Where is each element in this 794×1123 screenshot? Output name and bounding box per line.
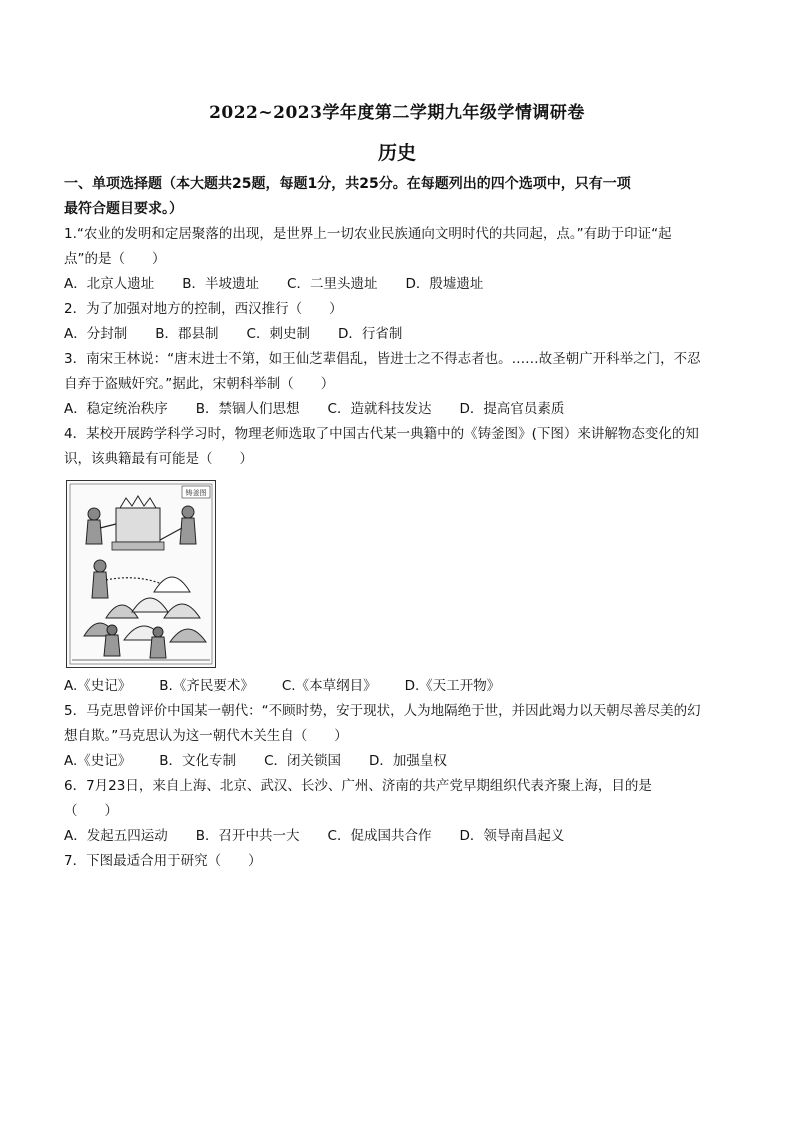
option-c[interactable]: C.《本草纲目》 xyxy=(281,678,377,694)
option-a[interactable]: A.《史记》 xyxy=(64,753,132,769)
option-c[interactable]: C．闭关锁国 xyxy=(264,753,341,769)
question-1 xyxy=(64,222,734,297)
question-options xyxy=(64,749,734,774)
question-6 xyxy=(64,774,734,849)
question-text: 1.“农业的发明和定居聚落的出现，是世界上一切农业民族通向文明时代的共同起，点。”有助于印证“起 xyxy=(64,226,672,242)
option-b[interactable]: B．半坡遗址 xyxy=(182,276,260,292)
question-text-cont: 识，该典籍最有可能是（ ） xyxy=(64,451,253,467)
subject-title: 历史 xyxy=(377,142,416,164)
question-text: 2．为了加强对地方的控制，西汉推行（ ） xyxy=(64,301,343,317)
question-text-cont: 自弃于盗贼奸究。”据此，宋朝科举制（ ） xyxy=(64,376,335,392)
option-d[interactable]: D．殷墟遗址 xyxy=(405,276,484,292)
option-a[interactable]: A.《史记》 xyxy=(64,678,132,694)
question-4 xyxy=(64,422,734,699)
question-3 xyxy=(64,347,734,422)
question-options xyxy=(64,397,734,422)
option-b[interactable]: B．禁锢人们思想 xyxy=(195,401,300,417)
question-text: 6．7月23日，来自上海、北京、武汉、长沙、广州、济南的共产党早期组织代表齐聚上海，目的是 xyxy=(64,778,652,794)
exam-title: 2022~2023学年度第二学期九年级学情调研卷 xyxy=(209,103,585,123)
exam-content xyxy=(64,172,734,874)
option-d[interactable]: D.《天工开物》 xyxy=(404,678,501,694)
question-options xyxy=(64,824,734,849)
option-b[interactable]: B．文化专制 xyxy=(159,753,237,769)
option-a[interactable]: A．发起五四运动 xyxy=(64,828,168,844)
option-b[interactable]: B.《齐民要术》 xyxy=(159,678,254,694)
question-text: 3．南宋王林说：“唐末进士不第，如王仙芝辈倡乱，皆进士之不得志者也。……故圣朝广开科举之门，不忍 xyxy=(64,351,701,367)
question-options xyxy=(64,322,734,347)
question-text-cont: 想自欺。”马克思认为这一朝代木关生自（ ） xyxy=(64,728,348,744)
option-a[interactable]: A．稳定统治秩序 xyxy=(64,401,168,417)
question-text: 7．下图最适合用于研究（ ） xyxy=(64,853,262,869)
option-d[interactable]: D．行省制 xyxy=(337,326,403,342)
question-options xyxy=(64,272,734,297)
option-c[interactable]: C．刺史制 xyxy=(246,326,310,342)
figure-label: 铸釜图 xyxy=(185,489,207,497)
option-c[interactable]: C．促成国共合作 xyxy=(327,828,432,844)
question-2 xyxy=(64,297,734,347)
question-text: 4．某校开展跨学科学习时，物理老师选取了中国古代某一典籍中的《铸釜图》(下图）来讲解物态变化的知 xyxy=(64,426,699,442)
option-c[interactable]: C．二里头遗址 xyxy=(287,276,378,292)
casting-illustration xyxy=(66,480,216,668)
option-a[interactable]: A．北京人遗址 xyxy=(64,276,155,292)
question-text: 5．马克思曾评价中国某一朝代：“不顾时势，安于现状，人为地隔绝于世，并因此竭力以天朝尽善尽美的幻 xyxy=(64,703,701,719)
option-d[interactable]: D．领导南昌起义 xyxy=(459,828,565,844)
question-text-cont: （ ） xyxy=(64,803,118,819)
option-d[interactable]: D．提高官员素质 xyxy=(459,401,565,417)
section-heading-cont: 最符合题目要求。） xyxy=(64,201,183,217)
option-d[interactable]: D．加强皇权 xyxy=(369,753,447,769)
question-5 xyxy=(64,699,734,774)
option-b[interactable]: B．郡县制 xyxy=(155,326,219,342)
option-c[interactable]: C．造就科技发达 xyxy=(327,401,432,417)
option-b[interactable]: B．召开中共一大 xyxy=(195,828,300,844)
question-options xyxy=(64,674,734,699)
question-7 xyxy=(64,849,734,874)
question-text-cont: 点”的是（ ） xyxy=(64,251,166,267)
option-a[interactable]: A．分封制 xyxy=(64,326,128,342)
section-heading: 一、单项选择题（本大题共25题，每题1分，共25分。在每题列出的四个选项中，只有一项 xyxy=(64,176,631,192)
